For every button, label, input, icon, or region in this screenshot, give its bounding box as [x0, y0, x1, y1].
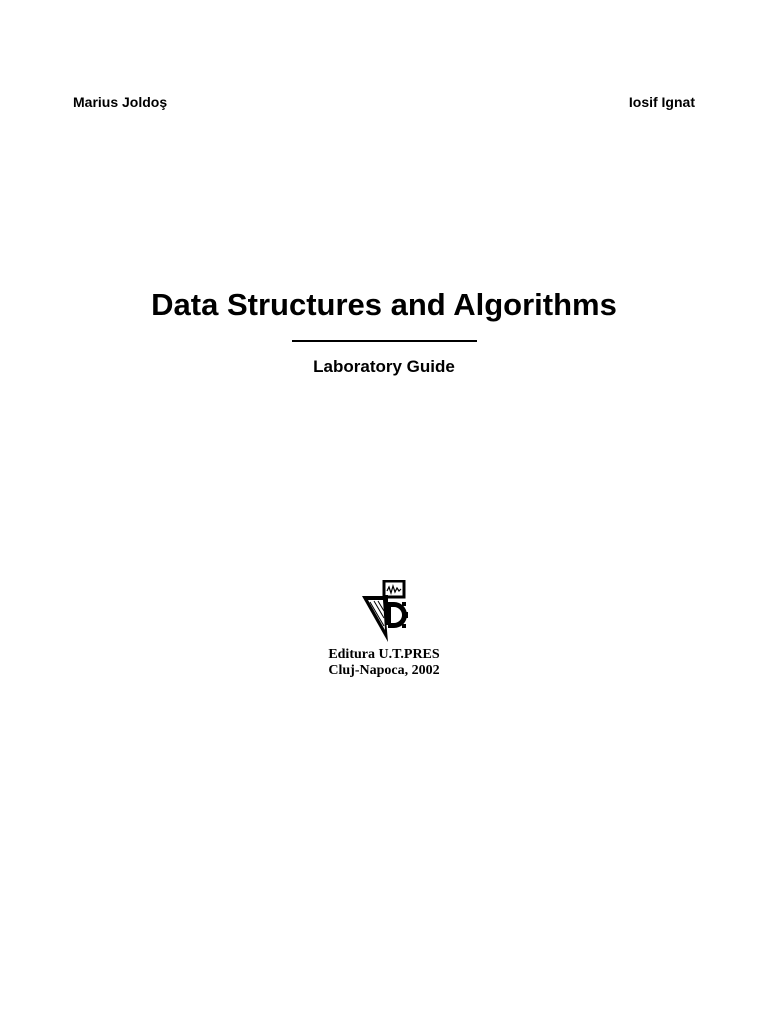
title-divider [292, 340, 477, 342]
publisher-place-year: Cluj-Napoca, 2002 [328, 663, 440, 678]
book-subtitle: Laboratory Guide [313, 357, 455, 376]
publisher-logo-icon [362, 580, 408, 642]
publisher-name: Editura U.T.PRES [328, 647, 440, 662]
author-left: Marius Joldoş [73, 94, 168, 110]
publisher-block [0, 647, 768, 679]
author-right: Iosif Ignat [628, 94, 695, 110]
book-title: Data Structures and Algorithms [151, 287, 617, 322]
